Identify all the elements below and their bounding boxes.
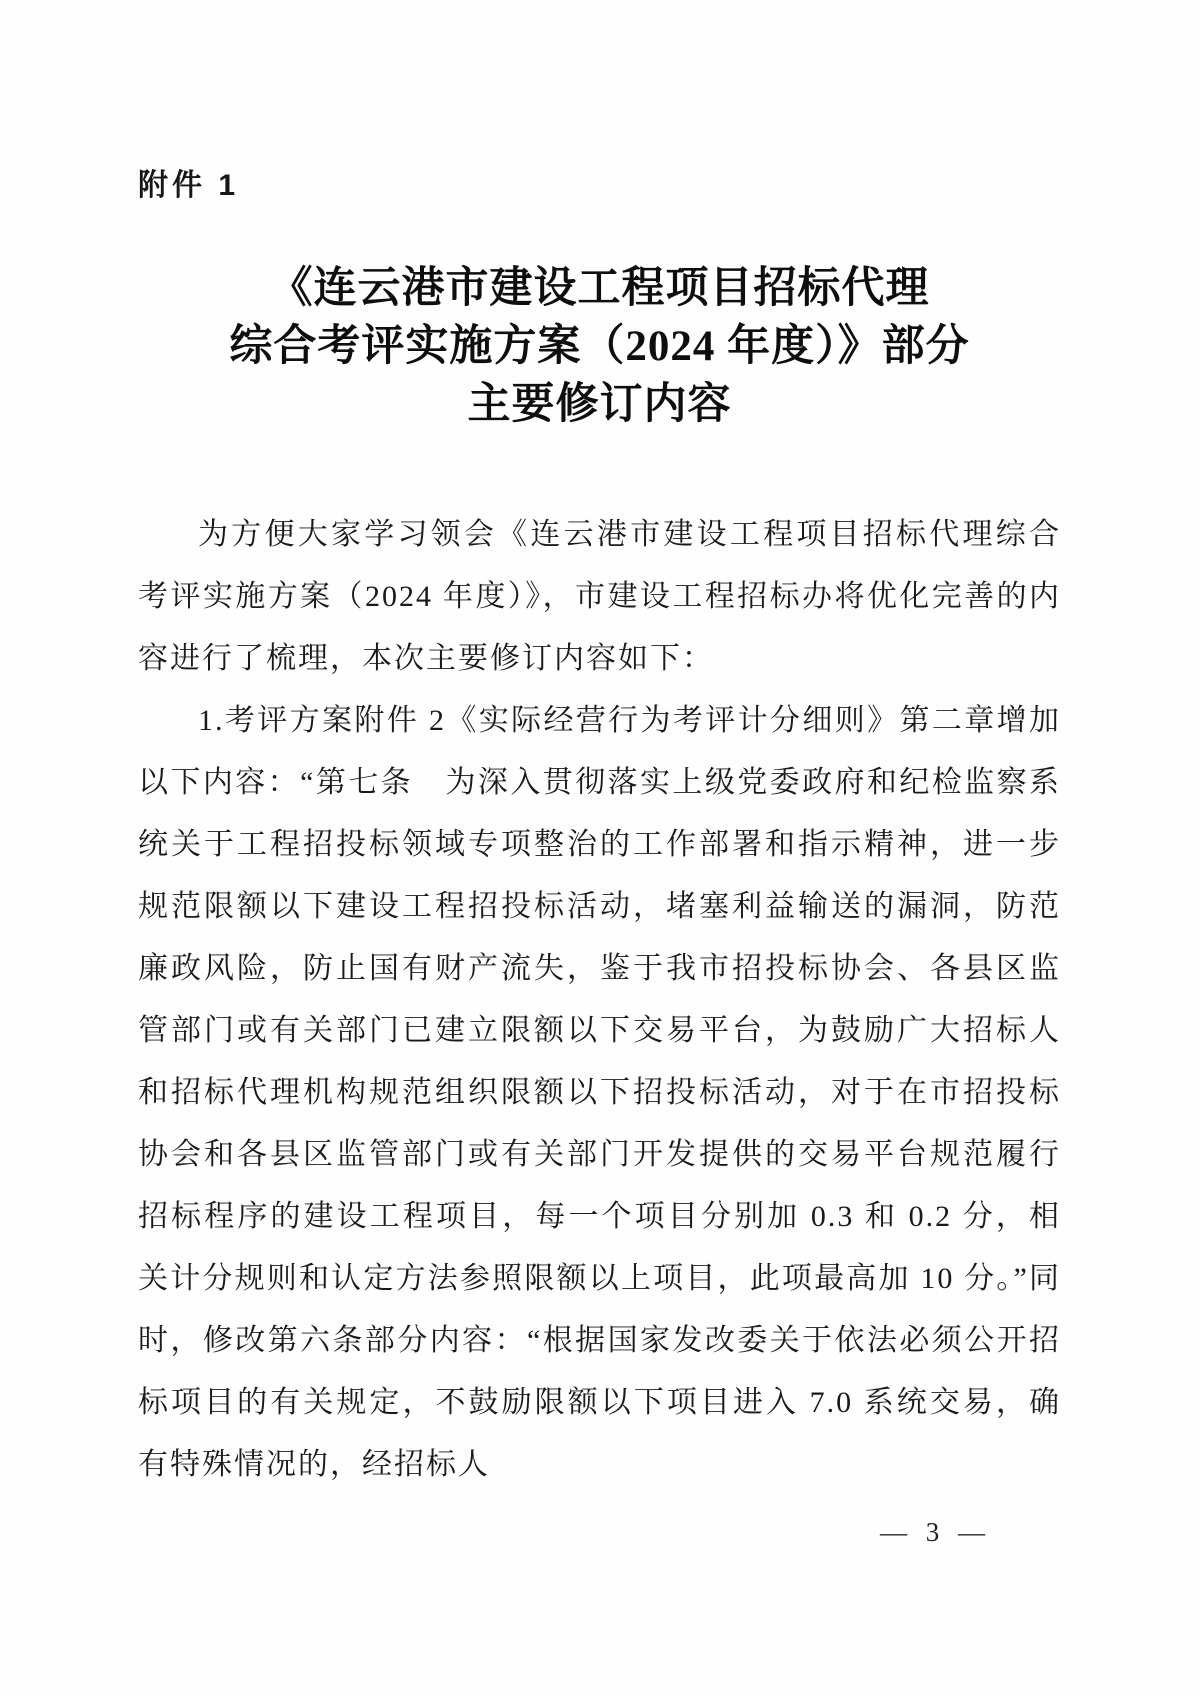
- attachment-label: 附件 1: [138, 169, 240, 202]
- document-title: [138, 260, 1061, 434]
- title-line-1: 《连云港市建设工程项目招标代理: [269, 265, 930, 312]
- title-line-2: 综合考评实施方案（2024 年度）》部分: [229, 323, 970, 370]
- document-content: [0, 160, 1199, 1496]
- document-body: [138, 504, 1061, 1496]
- paragraph-revision-item-1: 1.考评方案附件 2《实际经营行为考评计分细则》第二章增加以下内容：“第七条 为深入贯彻落实上级党委政府和纪检监察系统关于工程招投标领域专项整治的工作部署和指示精神，进一步规范限额以下建设工程招投标活动，堵塞利益输送的漏洞，防范廉政风险，防止国有财产流失，鉴于我市招投标协会、各县区监管部门或有关部门已建立限额以下交易平台，为鼓励广大招标人和招标代理机构规范组织限额以下招投标活动，对于在市招投标协会和各县区监管部门或有关部门开发提供的交易平台规范履行招标程序的建设工程项目，每一个项目分别加 0.3 和 0.2 分，相关计分规则和认定方法参照限额以上项目，此项最高加 10 分。”同时，修改第六条部分内容：“根据国家发改委关于依法必须公开招标项目的有关规定，不鼓励限额以下项目进入 7.0 系统交易，确有特殊情况的，经招标人: [138, 704, 1061, 1481]
- title-line-3: 主要修订内容: [467, 381, 732, 428]
- paragraph-intro: 为方便大家学习领会《连云港市建设工程项目招标代理综合考评实施方案（2024 年度）》，市建设工程招标办将优化完善的内容进行了梳理，本次主要修订内容如下：: [138, 518, 1061, 675]
- page-number: — 3 —: [880, 1517, 991, 1547]
